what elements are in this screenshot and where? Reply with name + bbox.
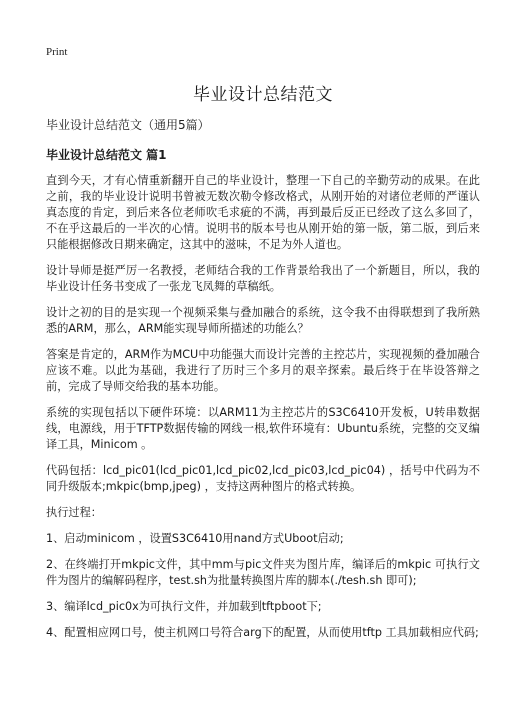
paragraph-design-goal: 设计之初的目的是实现一个视频采集与叠加融合的系统，这令我不由得联想到了我所熟悉的ARM，那么，ARM能实现导师所描述的功能么？ [46,306,480,335]
paragraph-step-4: 4、配置相应网口号，使主机网口号符合arg下的配置，从而使用tftp 工具加载相应代码; [46,626,479,639]
document-subtitle: 毕业设计总结范文（通用5篇） [46,118,210,132]
section-heading: 毕业设计总结范文 篇1 [46,148,167,162]
paragraph-step-2: 2、在终端打开mkpic文件，其中mm与pic文件夹为图片库，编译后的mkpic 可执行文件为图片的编解码程序，test.sh为批量转换图片库的脚本(./tesh.sh 即可); [46,558,480,587]
page-title: 毕业设计总结范文 [193,85,333,105]
paragraph-step-1: 1、启动minicom ，设置S3C6410用nand方式Uboot启动; [46,532,344,545]
paragraph-environment: 系统的实现包括以下硬件环境：以ARM11为主控芯片的S3C6410开发板，U转串数据线，电源线，用于TFTP数据传输的网线一根,软件环境有：Ubuntu系统，完整的交叉编译工具，Minicom 。 [46,406,480,451]
print-link[interactable]: Print [46,46,68,58]
paragraph-code: 代码包括：lcd_pic01(lcd_pic01,lcd_pic02,lcd_pic03,lcd_pic04) ，括号中代码为不同升级版本;mkpic(bmp,jpeg) ，支持这两种图片的格式转换。 [46,464,480,493]
paragraph-answer: 答案是肯定的，ARM作为MCU中功能强大而设计完善的主控芯片，实现视频的叠加融合应该不难。以此为基础，我进行了历时三个多月的艰辛探索。最后终于在毕设答辩之前，完成了导师交给我的基本功能。 [46,348,480,393]
paragraph-step-3: 3、编译lcd_pic0x为可执行文件，并加载到tftpboot下; [46,600,322,613]
paragraph-intro: 直到今天，才有心情重新翻开自己的毕业设计，整理一下自己的辛勤劳动的成果。在此之前，我的毕业设计说明书曾被无数次勒令修改格式，从刚开始的对诸位老师的严谨认真态度的肯定，到后来各位老师吹毛求疵的不满，再到最后反正已经改了这么多回了，不在乎这最后的一半次的心情。说明书的版本号也从刚开始的第一版，第二版，到后来只能根据修改日期来确定，这其中的滋味，不足为外人道也。 [46,174,480,251]
paragraph-execution-heading: 执行过程： [46,506,102,519]
paragraph-advisor: 设计导师是挺严厉一名教授，老师结合我的工作背景给我出了一个新题目，所以，我的毕业设计任务书变成了一张龙飞凤舞的草稿纸。 [46,264,480,293]
